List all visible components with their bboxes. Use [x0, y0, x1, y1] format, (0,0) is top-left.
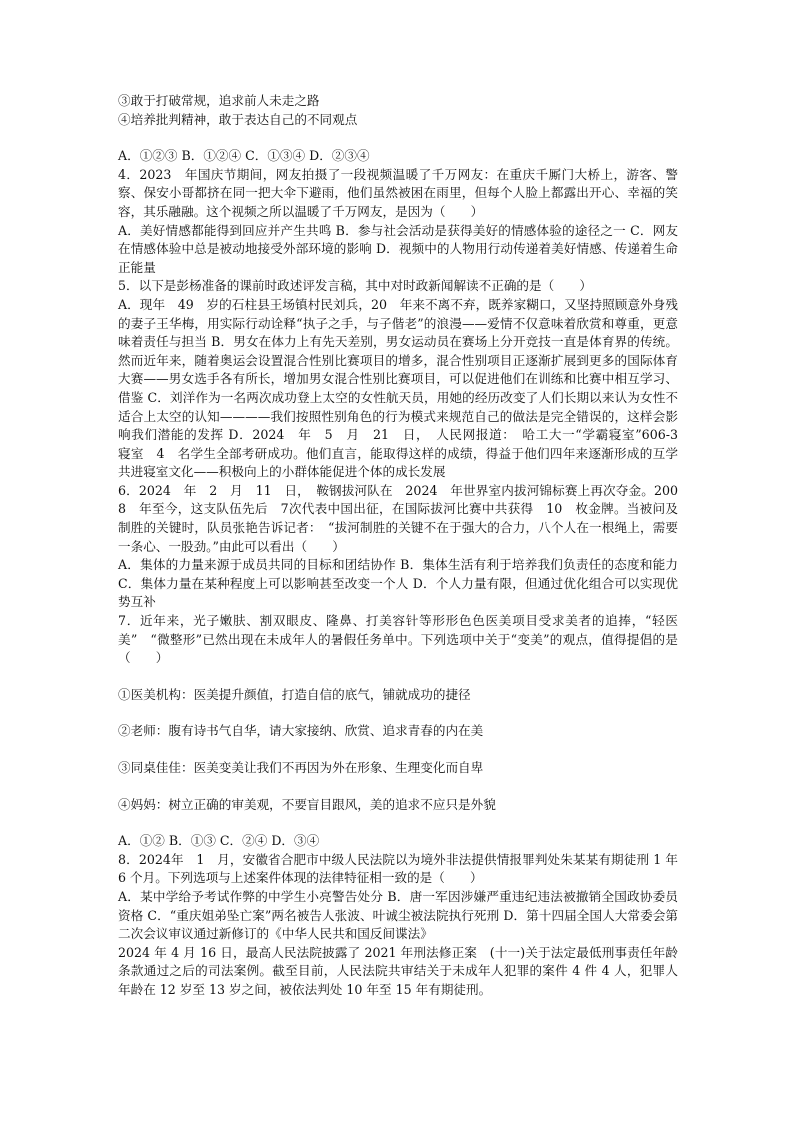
q3-item-4: ④培养批判精神，敢于表达自己的不同观点 — [118, 111, 358, 127]
q6-stem: 6．2024 年 2 月 11 日， 鞍钢拔河队在 2024 年世界室内拔河锦标赛上再次夺金。2008 年至今，这支队伍先后 7次代表中国出征，在国际拔河比赛中共获得 10 枚金牌。当被问及制胜的关键时，队员张艳告诉记者： “拔河制胜的关键不在于强大的合力，八个人在一根绳上，需要一条心、一股劲。”由此可以看出（ ） — [118, 482, 678, 554]
spacer — [118, 814, 678, 832]
q7-item-2: ②老师：腹有诗书气自华，请大家接纳、欣赏、追求青春的内在美 — [118, 723, 484, 739]
q7-options: A．①② B．①③ C．②④ D．③④ — [118, 833, 320, 849]
q8-stem: 8．2024年 1 月，安徽省合肥市中级人民法院以为境外非法提供情报罪判处朱某某有期徒刑 1 年 6 个月。下列选项与上述案件体现的法律特征相一致的是（ ） — [118, 851, 683, 886]
q4-options: A．美好情感都能得到回应并产生共鸣 B．参与社会活动是获得美好的情感体验的途径之一 C．网友在情感体验中总是被动地接受外部环境的影响 D．视频中的人物用行动传递着美好情感、传递着生命正能量 — [118, 222, 678, 275]
spacer — [118, 704, 678, 722]
exam-page — [118, 92, 691, 1000]
q3-options: A．①②③ B．①②④ C．①③④ D．②③④ — [118, 148, 370, 164]
q6-options: A．集体的力量来源于成员共同的目标和团结协作 B．集体生活有利于培养我们负责任的态度和能力 C．集体力量在某种程度上可以影响甚至改变一个人 D．个人力量有限，但通过优化组合可以实现优势互补 — [118, 557, 683, 610]
spacer — [118, 129, 678, 147]
spacer — [118, 778, 678, 796]
q7-item-3: ③同桌佳佳：医美变美让我们不再因为外在形象、生理变化而自卑 — [118, 760, 484, 775]
q7-item-1: ①医美机构：医美提升颜值，打造自信的底气，铺就成功的捷径 — [118, 686, 471, 702]
spacer — [118, 668, 678, 686]
q5-stem: 5．以下是彭杨准备的课前时政述评发言稿，其中对时政新闻解读不正确的是（ ） — [118, 278, 592, 294]
q3-item-3: ③敢于打破常规，追求前人未走之路 — [118, 93, 320, 108]
q7-item-4: ④妈妈：树立正确的审美观，不要盲目跟风，美的追求不应只是外貌 — [118, 796, 496, 812]
q4-stem: 4．2023 年国庆节期间，网友拍摄了一段视频温暖了千万网友：在重庆千厮门大桥上，游客、警察、保安小哥都挤在同一把大伞下避雨，他们虽然被困在雨里，但每个人脸上都露出开心、幸福的笑容，其乐融融。这个视频之所以温暖了千万网友，是因为（ ） — [118, 166, 678, 219]
spacer — [118, 741, 678, 759]
q7-stem: 7．近年来，光子嫩肤、割双眼皮、隆鼻、打美容针等形形色色医美项目受求美者的追捧，“轻医美” “微整形”已然出现在未成年人的暑假任务单中。下列选项中关于“变美”的观点，值得提倡的是（ ） — [118, 613, 678, 666]
q8-options: A．某中学给予考试作弊的中学生小亮警告处分 B．唐一军因涉嫌严重违纪违法被撤销全国政协委员资格 C．“重庆姐弟坠亡案”两名被告人张波、叶诚尘被法院执行死刑 D．第十四届全国人大常委会第二次会议审议通过新修订的《中华人民共和国反间谍法》 — [118, 888, 678, 942]
q8-extra-paragraph: 2024 年 4 月 16 日，最高人民法院披露了 2021 年刑法修正案 (十一)关于法定最低刑事责任年龄条款通过之后的司法案例。截至目前，人民法院共审结关于未成年人犯罪的案件 4 件 4 人，犯罪人年龄在 12 岁至 13 岁之间，被依法判处 10 年至 15 年有期徒刑。 — [118, 944, 678, 997]
q5-options: A．现年 49 岁的石柱县王场镇村民刘兵，20 年来不离不弃，既养家糊口，又坚持照顾意外身残的妻子王华梅，用实际行动诠释“执子之手，与子偕老”的浪漫——爱情不仅意味着欣赏和尊重，更意味着责任与担当 B．男女在体力上有先天差别，男女运动员在赛场上分开竞技一直是体育界的传统。然而近年来，随着奥运会设置混合性别比赛项目的增多，混合性别项目正逐渐扩展到更多的国际体育大赛——男女选手各有所长，增加男女混合性别比赛项目，可以促进他们在训练和比赛中相互学习、借鉴 C．刘洋作为一名两次成功登上太空的女性航天员，用她的经历改变了人们长期以来认为女性不适合上太空的认知————我们按照性别角色的行为模式来规范自己的做法是完全错误的，这样会影响我们潜能的发挥 D．2024 年 5 月 21 日， 人民网报道： 哈工大一“学霸寝室”606-3 寝室 4 名学生全部考研成功。他们直言，能取得这样的成绩，得益于他们四年来逐渐形成的互学共进寝室文化——积极向上的小群体能促进个体的成长发展 — [118, 296, 691, 480]
